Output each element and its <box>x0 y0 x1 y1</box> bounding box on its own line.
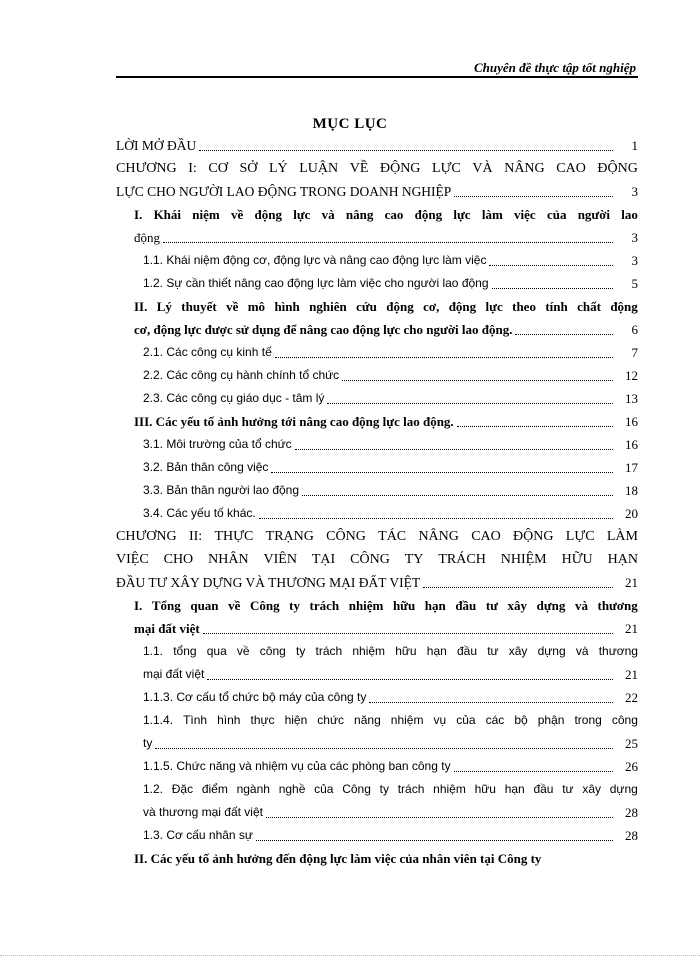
word: điểm <box>201 782 228 796</box>
dot-leader <box>207 678 613 680</box>
word: Đặc <box>171 782 194 796</box>
word: của <box>546 207 567 222</box>
toc-entry[interactable] <box>116 157 638 203</box>
word: đầu <box>533 782 554 796</box>
word: hữu <box>395 644 417 658</box>
toc-entry-text: 1.1.3. Cơ cấu tổ chức bộ máy của công ty <box>143 690 367 704</box>
toc-page-number: 28 <box>625 828 638 843</box>
word: 1.2. <box>143 782 164 796</box>
word: việc <box>514 207 536 222</box>
word: HỮU <box>561 552 593 567</box>
word: lực <box>485 299 503 314</box>
word: LÝ <box>268 161 288 176</box>
toc-page-number: 22 <box>625 690 638 705</box>
word: SỞ <box>239 161 258 176</box>
word: Tình <box>183 713 208 727</box>
toc-entry-text: 3.2. Bản thân công việc <box>143 460 269 474</box>
word: động <box>448 299 477 314</box>
dot-leader <box>489 264 613 266</box>
toc-page-number: 26 <box>625 759 638 774</box>
word: CƠ <box>208 161 228 176</box>
toc-entry[interactable] <box>116 640 638 686</box>
toc-entry-text: II. Các yếu tố ảnh hưởng đến động lực làm việc của nhân viên tại Công ty <box>134 851 542 866</box>
word: NÂNG <box>418 529 459 544</box>
dot-leader <box>454 195 613 197</box>
word: LỰC <box>565 529 595 544</box>
word: vụ <box>433 713 447 727</box>
word: CÔNG <box>350 552 390 567</box>
toc-entry[interactable] <box>116 456 638 479</box>
word: HẠN <box>607 552 638 567</box>
dot-leader <box>266 816 613 818</box>
word: VIÊN <box>263 552 297 567</box>
toc-entry[interactable] <box>116 847 638 870</box>
word: về <box>236 644 250 658</box>
word: thương <box>598 644 638 658</box>
toc-entry-text: và thương mại đất việt <box>143 805 263 819</box>
word: ĐỘNG <box>597 161 638 176</box>
toc-page-number: 28 <box>625 805 638 820</box>
word: Lý <box>156 299 172 314</box>
dot-leader <box>327 402 613 404</box>
word: dựng <box>609 782 638 796</box>
page-header-title: Chuyên đề thực tập tốt nghiệp <box>474 60 636 75</box>
toc-entry-text: 3.1. Môi trường của tổ chức <box>143 437 292 451</box>
toc-entry[interactable] <box>116 709 638 755</box>
dot-leader <box>457 425 613 427</box>
word: về <box>228 598 241 613</box>
toc-entry-text: mại đất việt <box>143 667 205 681</box>
toc-entry-text: 2.3. Các công cụ giáo dục - tâm lý <box>143 391 325 405</box>
toc-entry-text: 1.3. Cơ cấu nhân sự <box>143 828 253 842</box>
toc-entry[interactable] <box>116 295 638 341</box>
toc-entry[interactable] <box>116 249 638 272</box>
word: năng <box>354 713 381 727</box>
toc-page-number: 21 <box>625 667 638 682</box>
word: đầu <box>455 598 477 613</box>
toc-page-number: 16 <box>625 414 638 429</box>
dot-leader <box>515 333 613 335</box>
word: và <box>575 644 589 658</box>
word: dựng <box>536 598 566 613</box>
word: hạn <box>424 598 446 613</box>
word: I. <box>134 598 143 613</box>
word: chất <box>577 299 601 314</box>
word: nhiệm <box>352 644 386 658</box>
word: CAO <box>556 161 586 176</box>
word: tổng <box>173 644 197 658</box>
word: và <box>321 207 335 222</box>
toc-entry-text: ty <box>143 736 153 750</box>
toc-entry-text: 3.3. Bản thân người lao động <box>143 483 300 497</box>
toc-entry-line <box>116 640 638 663</box>
dot-leader <box>492 287 613 289</box>
dot-leader <box>259 517 613 519</box>
word: đầu <box>456 644 478 658</box>
toc-page-number: 6 <box>631 322 638 337</box>
word: VÀ <box>472 161 493 176</box>
word: động <box>386 299 414 314</box>
word: hình <box>274 299 300 314</box>
toc-entry-line <box>116 295 638 318</box>
word: xây <box>582 782 602 796</box>
word: lực <box>293 207 311 222</box>
toc-entry-line <box>116 157 638 180</box>
toc-entry[interactable] <box>116 686 638 709</box>
word: TY <box>404 552 424 567</box>
word: ĐỘNG <box>379 161 421 176</box>
word: ty <box>295 644 306 658</box>
toc-entry[interactable] <box>116 502 638 525</box>
word: ty <box>379 782 389 796</box>
dot-leader <box>155 747 613 749</box>
toc-entry-text: ĐẦU TƯ XÂY DỰNG VÀ THƯƠNG MẠI ĐẤT VIỆT <box>116 575 421 590</box>
dot-leader <box>256 839 613 841</box>
dot-leader <box>203 632 613 634</box>
word: Công <box>249 598 280 613</box>
word: VỀ <box>349 161 369 176</box>
word: quan <box>190 598 219 613</box>
dot-leader <box>454 770 613 772</box>
word: hình <box>217 713 241 727</box>
word: trách <box>315 644 343 658</box>
toc-page-number: 16 <box>625 437 638 452</box>
word: về <box>226 299 239 314</box>
word: I. <box>134 207 143 222</box>
word: thương <box>597 598 638 613</box>
toc-page-number: 5 <box>631 276 638 291</box>
dot-leader <box>295 448 613 450</box>
dot-leader <box>271 471 613 473</box>
page-bottom-border <box>0 955 700 956</box>
word: TRÁCH <box>438 552 486 567</box>
toc-page-number: 13 <box>625 391 638 406</box>
toc-entry[interactable] <box>116 134 638 157</box>
word: phận <box>537 713 565 727</box>
dot-leader <box>342 379 613 381</box>
word: lực <box>453 207 471 222</box>
toc-page-number: 18 <box>625 483 638 498</box>
toc-page-number: 3 <box>631 253 638 268</box>
word: bộ <box>514 713 528 727</box>
word: LỰC <box>432 161 461 176</box>
word: công <box>259 644 286 658</box>
word: trong <box>574 713 602 727</box>
word: thuyết <box>181 299 217 314</box>
word: hiện <box>284 713 308 727</box>
toc-entry[interactable] <box>116 778 638 824</box>
toc-entry-text: động <box>134 230 160 245</box>
word: hạn <box>504 782 525 796</box>
dot-leader <box>369 701 613 703</box>
table-of-contents <box>116 134 638 870</box>
word: làm <box>481 207 503 222</box>
word: công <box>611 713 638 727</box>
toc-entry[interactable] <box>116 433 638 456</box>
word: cứu <box>356 299 377 314</box>
word: nhiệm <box>433 782 466 796</box>
word: dựng <box>537 644 566 658</box>
toc-page-number: 25 <box>625 736 638 751</box>
toc-entry-text: 1.2. Sự cần thiết nâng cao động lực làm việc cho người lao động <box>143 276 489 290</box>
toc-entry[interactable] <box>116 341 638 364</box>
toc-entry[interactable] <box>116 824 638 847</box>
word: I: <box>188 161 197 176</box>
word: TẠI <box>311 552 336 567</box>
toc-entry-text: 1.1. Khái niệm động cơ, động lực và nâng cao động lực làm việc <box>143 253 487 267</box>
dot-leader <box>423 586 613 588</box>
word: thực <box>250 713 275 727</box>
toc-entry[interactable] <box>116 387 638 410</box>
toc-entry-line <box>116 525 638 548</box>
toc-page-number: 3 <box>631 230 638 245</box>
word: NÂNG <box>504 161 545 176</box>
word: lao <box>621 207 638 222</box>
word: người <box>577 207 611 222</box>
word: tư <box>485 598 498 613</box>
word: CAO <box>471 529 501 544</box>
toc-entry-text: LỜI MỞ ĐẦU <box>116 138 197 153</box>
toc-entry-line <box>116 203 638 226</box>
toc-page-number: 21 <box>625 575 638 590</box>
word: nhiệm <box>390 713 424 727</box>
word: niệm <box>192 207 220 222</box>
word: 1.1.4. <box>143 713 174 727</box>
toc-page-number: 3 <box>631 184 638 199</box>
word: cơ, <box>423 299 440 314</box>
word: qua <box>206 644 227 658</box>
toc-entry-text: LỰC CHO NGƯỜI LAO ĐỘNG TRONG DOANH NGHIỆP <box>116 184 452 199</box>
word: trách <box>397 782 425 796</box>
toc-entry-text: 2.1. Các công cụ kinh tế <box>143 345 272 359</box>
word: ĐỘNG <box>513 529 554 544</box>
word: động <box>254 207 282 222</box>
word: nghề <box>278 782 306 796</box>
word: xây <box>508 644 528 658</box>
toc-page-number: 17 <box>625 460 638 475</box>
word: TÁC <box>378 529 407 544</box>
word: tính <box>545 299 568 314</box>
word: về <box>230 207 244 222</box>
toc-entry-text: cơ, động lực được sử dụng để nâng cao động lực cho người lao động. <box>134 322 513 337</box>
toc-page-number: 7 <box>631 345 638 360</box>
toc-entry-text: mại đất việt <box>134 621 200 636</box>
word: NHIỆM <box>500 552 547 567</box>
toc-entry-text: III. Các yếu tố ảnh hưởng tới nâng cao động lực lao động. <box>134 414 454 429</box>
word: Khái <box>153 207 182 222</box>
word: động <box>414 207 443 222</box>
word: tư <box>562 782 574 796</box>
word: CHƯƠNG <box>116 529 177 544</box>
toc-entry[interactable] <box>116 364 638 387</box>
word: THỰC <box>214 529 254 544</box>
word: nhiệm <box>348 598 384 613</box>
toc-entry[interactable] <box>116 203 638 249</box>
word: 1.1. <box>143 644 164 658</box>
toc-entry[interactable] <box>116 479 638 502</box>
toc-entry-text: 3.4. Các yếu tố khác. <box>143 506 256 520</box>
word: hữu <box>392 598 416 613</box>
word: chức <box>317 713 345 727</box>
toc-entry-line <box>116 548 638 571</box>
dot-leader <box>163 241 613 243</box>
word: của <box>456 713 476 727</box>
dot-leader <box>275 356 613 358</box>
word: và <box>574 598 588 613</box>
word: của <box>314 782 334 796</box>
word: Tổng <box>151 598 181 613</box>
word: Công <box>342 782 371 796</box>
word: LUẬN <box>299 161 339 176</box>
word: CÔNG <box>326 529 366 544</box>
toc-entry[interactable] <box>116 594 638 640</box>
dot-leader <box>199 149 613 151</box>
toc-page-number: 12 <box>625 368 638 383</box>
word: NHÂN <box>208 552 249 567</box>
toc-entry-text: 1.1.5. Chức năng và nhiệm vụ của các phòng ban công ty <box>143 759 451 773</box>
toc-entry-line <box>116 778 638 801</box>
word: các <box>485 713 505 727</box>
word: TRẠNG <box>265 529 314 544</box>
word: động <box>610 299 638 314</box>
page-title: MỤC LỤC <box>312 116 388 132</box>
word: VIỆC <box>116 552 149 567</box>
word: xây <box>507 598 528 613</box>
toc-page-number: 1 <box>631 138 638 153</box>
word: theo <box>512 299 536 314</box>
word: ty <box>289 598 300 613</box>
toc-page-number: 21 <box>625 621 638 636</box>
word: nâng <box>345 207 374 222</box>
word: ngành <box>236 782 270 796</box>
word: mô <box>247 299 266 314</box>
toc-entry[interactable] <box>116 755 638 778</box>
toc-entry[interactable] <box>116 410 638 433</box>
toc-entry-line <box>116 594 638 617</box>
toc-entry[interactable] <box>116 272 638 295</box>
toc-entry-text: 2.2. Các công cụ hành chính tổ chức <box>143 368 340 382</box>
word: II: <box>188 529 203 544</box>
word: tư <box>487 644 499 658</box>
word: cao <box>384 207 404 222</box>
dot-leader <box>302 494 613 496</box>
word: trách <box>309 598 340 613</box>
word: II. <box>134 299 148 314</box>
toc-entry[interactable] <box>116 525 638 594</box>
word: CHO <box>163 552 194 567</box>
toc-entry-line <box>116 709 638 732</box>
word: nghiên <box>309 299 347 314</box>
toc-page-number: 20 <box>625 506 638 521</box>
header-rule <box>116 76 638 78</box>
word: LÀM <box>606 529 638 544</box>
word: CHƯƠNG <box>116 161 177 176</box>
word: hữu <box>474 782 496 796</box>
word: hạn <box>426 644 447 658</box>
